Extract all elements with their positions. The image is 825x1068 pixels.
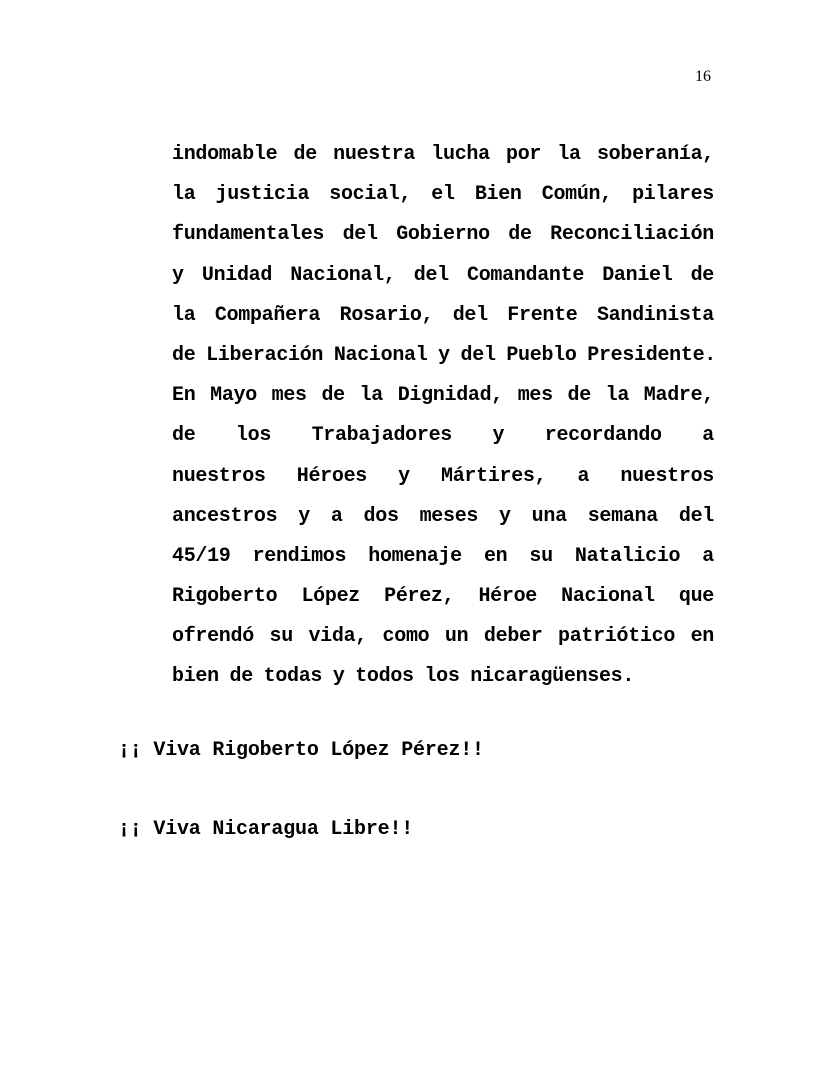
paragraph-line: ofrendó su vida, como un deber patriótico en [172, 625, 714, 649]
paragraph-line: Rigoberto López Pérez, Héroe Nacional que [172, 585, 714, 609]
paragraph-line: de los Trabajadores y recordando a [172, 424, 714, 448]
paragraph-line: bien de todas y todos los nicaragüenses. [172, 665, 635, 689]
closing-exclamation-rigoberto: ¡¡ Viva Rigoberto López Pérez!! [118, 739, 484, 762]
paragraph-line: En Mayo mes de la Dignidad, mes de la Madre, [172, 384, 714, 408]
paragraph-line: nuestros Héroes y Mártires, a nuestros [172, 464, 714, 488]
paragraph-line: 45/19 rendimos homenaje en su Natalicio a [172, 544, 714, 568]
body-paragraph [172, 140, 714, 703]
closing-exclamation-nicaragua: ¡¡ Viva Nicaragua Libre!! [118, 818, 414, 841]
paragraph-line: la justicia social, el Bien Común, pilares [172, 183, 714, 207]
paragraph-line: indomable de nuestra lucha por la soberanía, [172, 143, 714, 166]
paragraph-line: fundamentales del Gobierno de Reconciliación [172, 223, 714, 247]
page-number: 16 [695, 68, 711, 85]
paragraph-line: la Compañera Rosario, del Frente Sandinista [172, 303, 714, 327]
paragraph-line: ancestros y a dos meses y una semana del [172, 504, 714, 528]
paragraph-line: de Liberación Nacional y del Pueblo Presidente. [172, 343, 716, 367]
paragraph-line: y Unidad Nacional, del Comandante Daniel de [172, 263, 714, 287]
